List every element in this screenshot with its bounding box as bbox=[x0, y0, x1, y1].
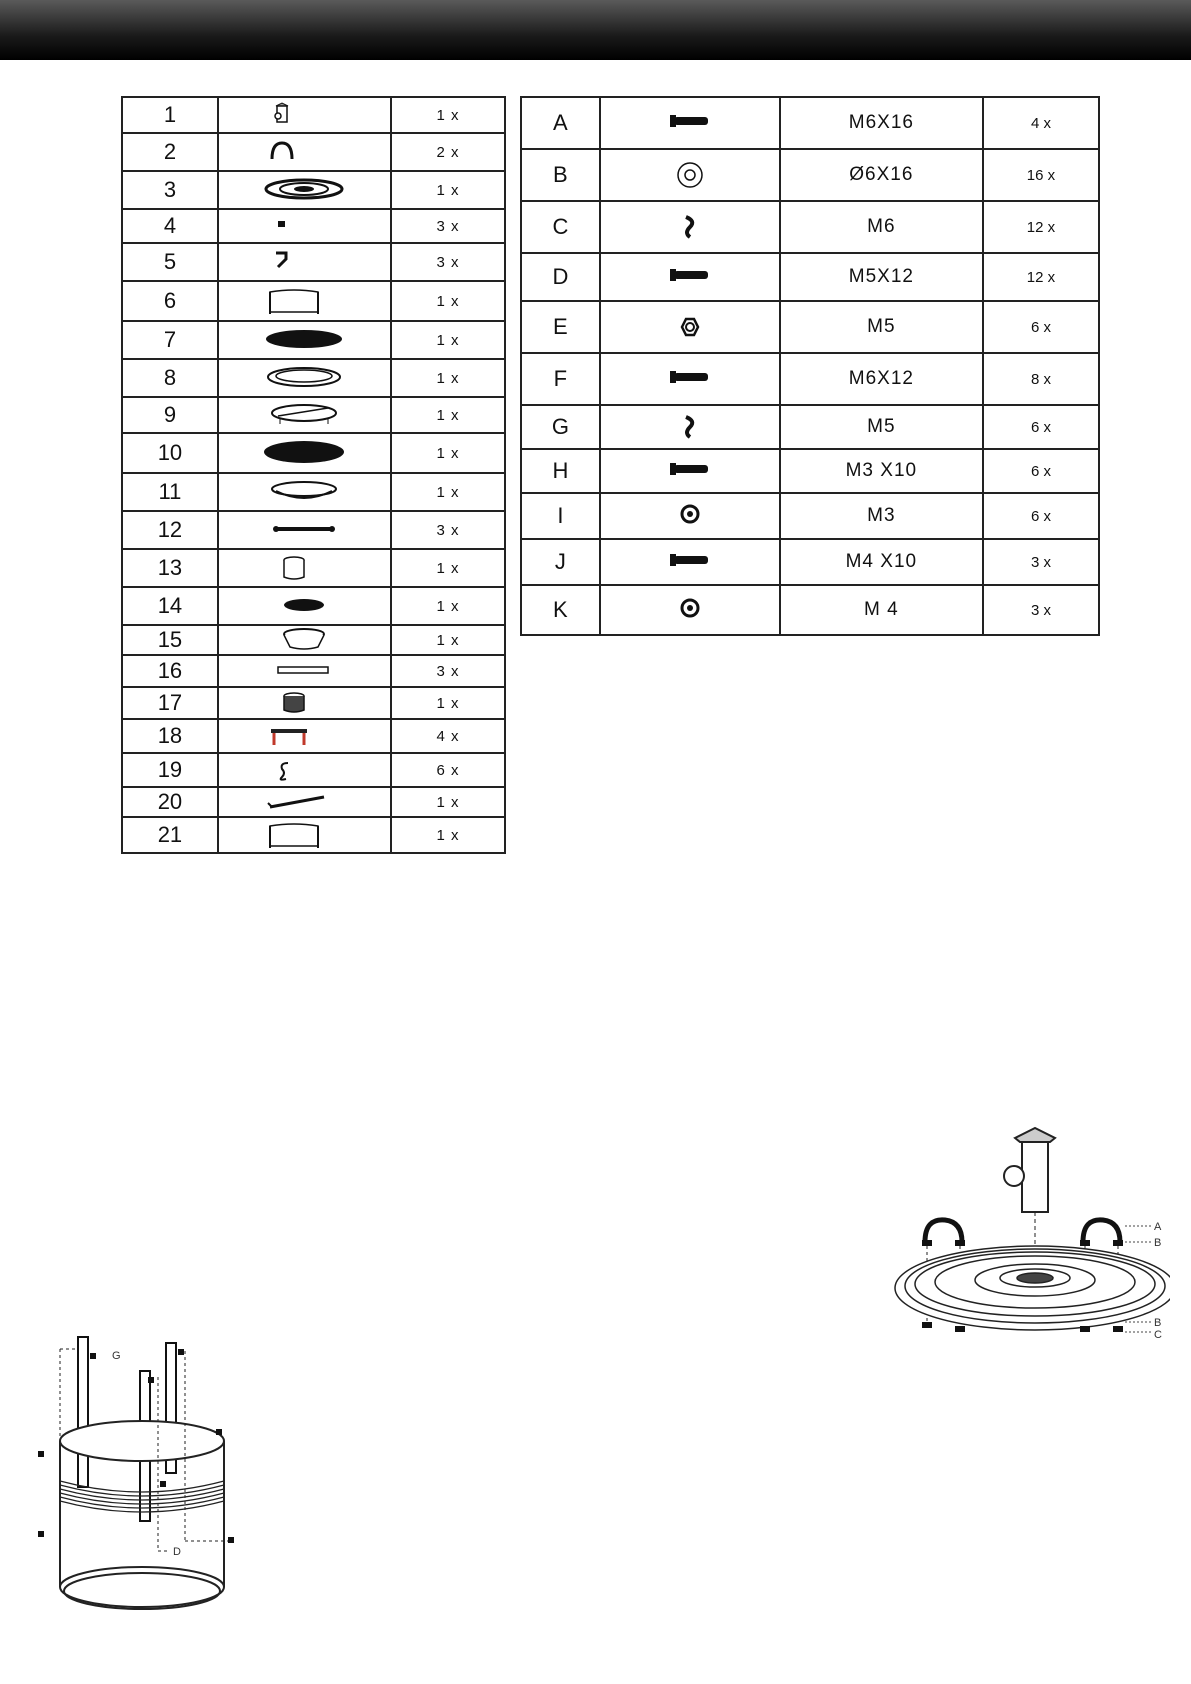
part-image-cell bbox=[218, 97, 391, 133]
part-image-cell bbox=[218, 787, 391, 817]
callout-lid-3: C bbox=[1154, 1329, 1162, 1341]
hardware-row bbox=[521, 253, 1099, 301]
part-number: 2 bbox=[122, 133, 218, 171]
hardware-quantity: 6 x bbox=[983, 449, 1099, 493]
part-quantity: 1 x bbox=[391, 787, 505, 817]
hardware-row bbox=[521, 301, 1099, 353]
hardware-letter: K bbox=[521, 585, 600, 635]
part-number: 9 bbox=[122, 397, 218, 433]
part-row bbox=[122, 719, 505, 753]
rod-icon bbox=[264, 517, 344, 543]
hardware-size: M6X12 bbox=[780, 353, 983, 405]
hardware-letter: D bbox=[521, 253, 600, 301]
panel-icon bbox=[264, 288, 344, 314]
hardware-row bbox=[521, 201, 1099, 253]
handles-illustration bbox=[925, 1220, 1120, 1242]
part-number: 16 bbox=[122, 655, 218, 687]
part-image-cell bbox=[218, 625, 391, 655]
tube-icon bbox=[264, 658, 344, 684]
hardware-row bbox=[521, 449, 1099, 493]
part-row bbox=[122, 133, 505, 171]
ring-icon bbox=[264, 365, 344, 391]
part-number: 5 bbox=[122, 243, 218, 281]
part-row bbox=[122, 171, 505, 209]
part-quantity: 1 x bbox=[391, 397, 505, 433]
chimney-icon bbox=[264, 102, 344, 128]
part-row bbox=[122, 209, 505, 243]
hardware-row bbox=[521, 585, 1099, 635]
hardware-quantity: 3 x bbox=[983, 585, 1099, 635]
hardware-size: M 4 bbox=[780, 585, 983, 635]
callout-lid-0: A bbox=[1154, 1221, 1162, 1233]
disc-icon bbox=[264, 593, 344, 619]
part-image-cell bbox=[218, 587, 391, 625]
hardware-quantity: 8 x bbox=[983, 353, 1099, 405]
part-image-cell bbox=[600, 301, 780, 353]
hardware-quantity: 3 x bbox=[983, 539, 1099, 585]
part-quantity: 1 x bbox=[391, 625, 505, 655]
part-image-cell bbox=[600, 97, 780, 149]
parts-list-table bbox=[121, 96, 506, 854]
part-row bbox=[122, 587, 505, 625]
hardware-quantity: 12 x bbox=[983, 253, 1099, 301]
part-image-cell bbox=[600, 353, 780, 405]
bolt-icon bbox=[650, 109, 730, 137]
part-image-cell bbox=[600, 253, 780, 301]
part-image-cell bbox=[600, 493, 780, 539]
part-quantity: 2 x bbox=[391, 133, 505, 171]
part-image-cell bbox=[218, 655, 391, 687]
nut-icon bbox=[650, 502, 730, 530]
hook-bracket-icon bbox=[264, 249, 344, 275]
part-number: 19 bbox=[122, 753, 218, 787]
washer-icon bbox=[650, 161, 730, 189]
hardware-letter: I bbox=[521, 493, 600, 539]
part-quantity: 4 x bbox=[391, 719, 505, 753]
part-quantity: 1 x bbox=[391, 473, 505, 511]
part-image-cell bbox=[218, 511, 391, 549]
handle-icon bbox=[264, 139, 344, 165]
part-image-cell bbox=[600, 149, 780, 201]
hardware-letter: A bbox=[521, 97, 600, 149]
hardware-quantity: 16 x bbox=[983, 149, 1099, 201]
part-quantity: 1 x bbox=[391, 321, 505, 359]
part-image-cell bbox=[218, 433, 391, 473]
part-quantity: 1 x bbox=[391, 359, 505, 397]
part-image-cell bbox=[218, 753, 391, 787]
part-quantity: 1 x bbox=[391, 587, 505, 625]
part-quantity: 3 x bbox=[391, 655, 505, 687]
part-image-cell bbox=[600, 539, 780, 585]
bolt-icon bbox=[650, 365, 730, 393]
bolt-icon bbox=[650, 457, 730, 485]
hardware-letter: B bbox=[521, 149, 600, 201]
part-image-cell bbox=[600, 201, 780, 253]
hex-nut-icon bbox=[650, 313, 730, 341]
hardware-size: M3 X10 bbox=[780, 449, 983, 493]
part-image-cell bbox=[218, 321, 391, 359]
part-number: 18 bbox=[122, 719, 218, 753]
hardware-letter: F bbox=[521, 353, 600, 405]
hardware-row bbox=[521, 149, 1099, 201]
part-image-cell bbox=[600, 585, 780, 635]
body-assembly-diagram bbox=[30, 1325, 260, 1625]
small-bracket-icon bbox=[264, 213, 344, 239]
lock-washer-icon bbox=[650, 213, 730, 241]
hardware-quantity: 6 x bbox=[983, 405, 1099, 449]
part-image-cell bbox=[218, 549, 391, 587]
part-image-cell bbox=[218, 817, 391, 853]
part-row bbox=[122, 687, 505, 719]
part-row bbox=[122, 321, 505, 359]
callout-body-0: G bbox=[112, 1350, 121, 1362]
fire-plate-icon bbox=[264, 440, 344, 466]
part-number: 4 bbox=[122, 209, 218, 243]
part-row bbox=[122, 359, 505, 397]
part-number: 14 bbox=[122, 587, 218, 625]
poker-icon bbox=[264, 789, 344, 815]
hardware-size: Ø6X16 bbox=[780, 149, 983, 201]
hardware-size: M6X16 bbox=[780, 97, 983, 149]
part-row bbox=[122, 511, 505, 549]
bolt-icon bbox=[650, 548, 730, 576]
hardware-size: M6 bbox=[780, 201, 983, 253]
lid-assembly-diagram bbox=[890, 1118, 1170, 1358]
part-number: 6 bbox=[122, 281, 218, 321]
part-row bbox=[122, 625, 505, 655]
part-row bbox=[122, 473, 505, 511]
part-number: 17 bbox=[122, 687, 218, 719]
part-image-cell bbox=[218, 243, 391, 281]
part-quantity: 1 x bbox=[391, 97, 505, 133]
callout-body-1: D bbox=[173, 1546, 181, 1558]
part-row bbox=[122, 817, 505, 853]
hardware-size: M5 bbox=[780, 301, 983, 353]
hardware-letter: G bbox=[521, 405, 600, 449]
part-image-cell bbox=[218, 281, 391, 321]
part-image-cell bbox=[218, 719, 391, 753]
part-image-cell bbox=[218, 473, 391, 511]
part-image-cell bbox=[600, 405, 780, 449]
part-row bbox=[122, 753, 505, 787]
part-number: 1 bbox=[122, 97, 218, 133]
hardware-letter: C bbox=[521, 201, 600, 253]
hardware-size: M5 bbox=[780, 405, 983, 449]
part-number: 8 bbox=[122, 359, 218, 397]
hardware-row bbox=[521, 493, 1099, 539]
part-row bbox=[122, 281, 505, 321]
hardware-letter: E bbox=[521, 301, 600, 353]
hardware-size: M4 X10 bbox=[780, 539, 983, 585]
lock-washer-icon bbox=[650, 413, 730, 441]
hardware-quantity: 6 x bbox=[983, 493, 1099, 539]
header-bar bbox=[0, 0, 1191, 60]
bowl-icon bbox=[264, 479, 344, 505]
hardware-quantity: 6 x bbox=[983, 301, 1099, 353]
part-number: 7 bbox=[122, 321, 218, 359]
hardware-letter: J bbox=[521, 539, 600, 585]
u-handle-icon bbox=[264, 723, 344, 749]
part-number: 13 bbox=[122, 549, 218, 587]
hardware-row bbox=[521, 539, 1099, 585]
grill-grate-icon bbox=[264, 327, 344, 353]
part-quantity: 1 x bbox=[391, 817, 505, 853]
part-row bbox=[122, 97, 505, 133]
part-quantity: 1 x bbox=[391, 281, 505, 321]
lid-icon bbox=[264, 177, 344, 203]
part-number: 21 bbox=[122, 817, 218, 853]
nut-icon bbox=[650, 596, 730, 624]
hardware-size: M3 bbox=[780, 493, 983, 539]
part-image-cell bbox=[218, 359, 391, 397]
part-quantity: 3 x bbox=[391, 209, 505, 243]
part-number: 11 bbox=[122, 473, 218, 511]
part-quantity: 1 x bbox=[391, 171, 505, 209]
lid-illustration bbox=[895, 1246, 1170, 1330]
callout-lid-2: B bbox=[1154, 1317, 1162, 1329]
part-image-cell bbox=[600, 449, 780, 493]
hardware-letter: H bbox=[521, 449, 600, 493]
part-quantity: 6 x bbox=[391, 753, 505, 787]
part-image-cell bbox=[218, 209, 391, 243]
hardware-row bbox=[521, 405, 1099, 449]
part-quantity: 3 x bbox=[391, 243, 505, 281]
callout-lid-1: B bbox=[1154, 1237, 1162, 1249]
part-image-cell bbox=[218, 171, 391, 209]
part-row bbox=[122, 655, 505, 687]
part-quantity: 3 x bbox=[391, 511, 505, 549]
part-quantity: 1 x bbox=[391, 433, 505, 473]
bolt-icon bbox=[650, 263, 730, 291]
hardware-row bbox=[521, 353, 1099, 405]
part-quantity: 1 x bbox=[391, 549, 505, 587]
part-row bbox=[122, 243, 505, 281]
hardware-size: M5X12 bbox=[780, 253, 983, 301]
short-cylinder-icon bbox=[264, 690, 344, 716]
part-row bbox=[122, 549, 505, 587]
part-row bbox=[122, 397, 505, 433]
part-image-cell bbox=[218, 397, 391, 433]
part-image-cell bbox=[218, 133, 391, 171]
hardware-list-table bbox=[520, 96, 1100, 636]
part-number: 10 bbox=[122, 433, 218, 473]
part-row bbox=[122, 787, 505, 817]
hardware-row bbox=[521, 97, 1099, 149]
part-number: 3 bbox=[122, 171, 218, 209]
panel-icon bbox=[264, 822, 344, 848]
s-hook-icon bbox=[264, 757, 344, 783]
part-quantity: 1 x bbox=[391, 687, 505, 719]
part-row bbox=[122, 433, 505, 473]
cylinder-icon bbox=[264, 555, 344, 581]
part-number: 15 bbox=[122, 625, 218, 655]
part-image-cell bbox=[218, 687, 391, 719]
grate-stand-icon bbox=[264, 402, 344, 428]
basin-icon bbox=[264, 627, 344, 653]
hardware-quantity: 12 x bbox=[983, 201, 1099, 253]
part-number: 12 bbox=[122, 511, 218, 549]
part-number: 20 bbox=[122, 787, 218, 817]
hardware-quantity: 4 x bbox=[983, 97, 1099, 149]
